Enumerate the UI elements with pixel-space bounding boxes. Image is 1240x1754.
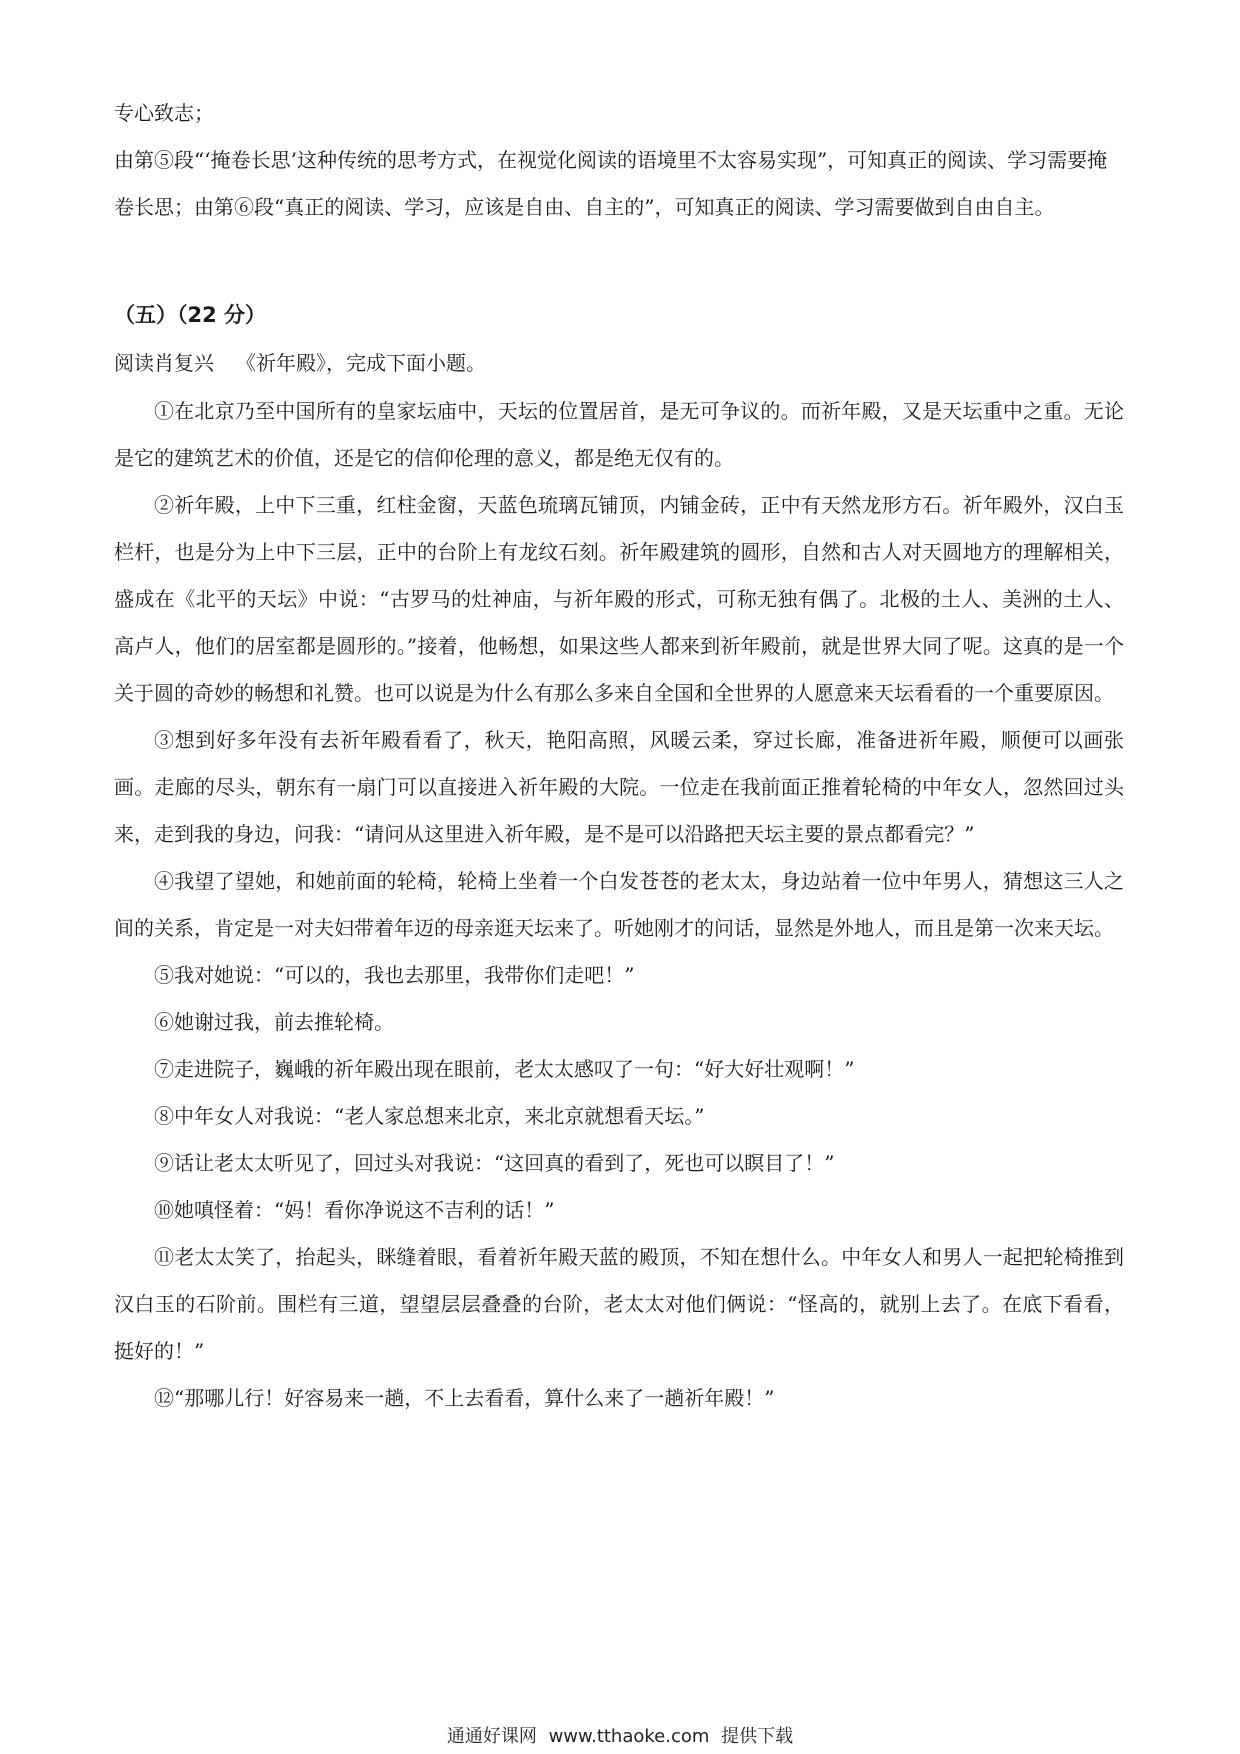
- paragraph: ④我望了望她，和她前面的轮椅，轮椅上坐着一个白发苍苍的老太太，身边站着一位中年男人，猜想这三人之间的关系，肯定是一对夫妇带着年迈的母亲逛天坛来了。听她刚才的问话，显然是外地人，而且是第一次来天坛。: [114, 869, 1124, 940]
- paragraph: ⑪老太太笑了，抬起头，眯缝着眼，看着祈年殿天蓝的殿顶，不知在想什么。中年女人和男人一起把轮椅推到汉白玉的石阶前。围栏有三道，望望层层叠叠的台阶，老太太对他们俩说：“怪高的，就别上去了。在底下看看，挺好的！”: [114, 1245, 1124, 1363]
- reading-instruction: [114, 340, 486, 387]
- article-body: [114, 388, 1124, 1422]
- footer-url: www.tthaoke.com: [548, 1726, 710, 1747]
- paragraph: ⑥她谢过我，前去推轮椅。: [154, 1010, 394, 1034]
- paragraph: ②祈年殿，上中下三重，红柱金窗，天蓝色琉璃瓦铺顶，内铺金砖，正中有天然龙形方石。祈年殿外，汉白玉栏杆，也是分为上中下三层，正中的台阶上有龙纹石刻。祈年殿建筑的圆形，自然和古人对天圆地方的理解相关，盛成在《北平的天坛》中说：“古罗马的灶神庙，与祈年殿的形式，可称无独有偶了。北极的土人、美洲的土人、高卢人，他们的居室都是圆形的。”接着，他畅想，如果这些人都来到祈年殿前，就是世界大同了呢。这真的是一个关于圆的奇妙的畅想和礼赞。也可以说是为什么有那么多来自全国和全世界的人愿意来天坛看看的一个重要原因。: [114, 493, 1124, 705]
- section-heading: （五）（22 分）: [114, 303, 267, 327]
- answer-line: 专心致志；: [114, 101, 214, 125]
- instruction-author: 阅读肖复兴: [114, 351, 214, 375]
- paragraph: ③想到好多年没有去祈年殿看看了，秋天，艳阳高照，风暖云柔，穿过长廊，准备进祈年殿，顺便可以画张画。走廊的尽头，朝东有一扇门可以直接进入祈年殿的大院。一位走在我前面正推着轮椅的中年女人，忽然回过头来，走到我的身边，问我：“请问从这里进入祈年殿，是不是可以沿路把天坛主要的景点都看完？”: [114, 728, 1124, 846]
- paragraph: ⑨话让老太太听见了，回过头对我说：“这回真的看到了，死也可以瞑目了！”: [154, 1151, 835, 1175]
- paragraph: ⑤我对她说：“可以的，我也去那里，我带你们走吧！”: [154, 963, 635, 987]
- paragraph: ⑩她嗔怪着：“妈！看你净说这不吉利的话！”: [154, 1198, 555, 1222]
- answer-line: 由第⑤段“‘掩卷长思’这种传统的思考方式，在视觉化阅读的语境里不太容易实现”，可知真正的阅读、学习需要掩卷长思；由第⑥段“真正的阅读、学习，应该是自由、自主的”，可知真正的阅读、学习需要做到自由自主。: [114, 148, 1108, 219]
- footer-site-name: 通通好课网: [446, 1726, 537, 1747]
- footer-note: 提供下载: [721, 1726, 794, 1747]
- paragraph: ⑫“那哪儿行！好容易来一趟，不上去看看，算什么来了一趟祈年殿！”: [154, 1386, 775, 1410]
- answer-continuation: [114, 90, 1124, 231]
- paragraph: ⑧中年女人对我说：“老人家总想来北京，来北京就想看天坛。”: [154, 1104, 705, 1128]
- paragraph: ①在北京乃至中国所有的皇家坛庙中，天坛的位置居首，是无可争议的。而祈年殿，又是天坛重中之重。无论是它的建筑艺术的价值，还是它的信仰伦理的意义，都是绝无仅有的。: [114, 399, 1124, 470]
- page-footer: [0, 1722, 1240, 1748]
- paragraph: ⑦走进院子，巍峨的祈年殿出现在眼前，老太太感叹了一句：“好大好壮观啊！”: [154, 1057, 855, 1081]
- instruction-text: 《祈年殿》，完成下面小题。: [236, 351, 486, 375]
